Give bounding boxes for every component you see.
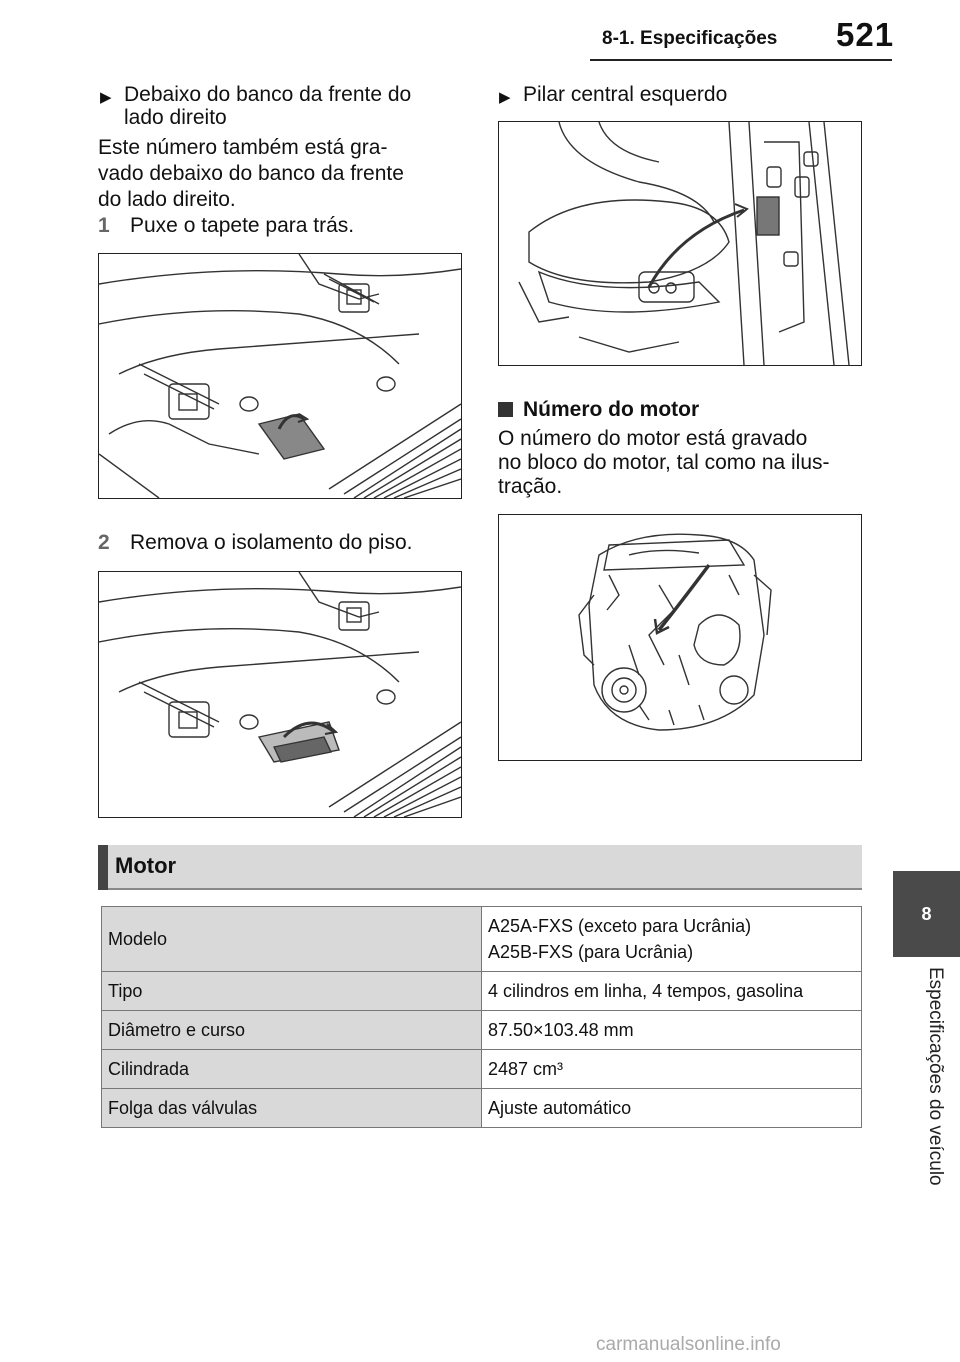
figure-pull-mat	[98, 253, 462, 499]
left-paragraph	[98, 135, 458, 213]
subheading-text: Número do motor	[523, 398, 700, 421]
step-text: Remova o isolamento do piso.	[130, 531, 413, 554]
chapter-label: Especificações do veículo	[925, 967, 946, 1186]
spec-value	[482, 1011, 862, 1050]
arrow-right-icon: ▶	[100, 89, 112, 106]
paragraph-line: do lado direito.	[98, 188, 236, 211]
motor-spec-table	[101, 906, 862, 1128]
spec-key: Folga das válvulas	[102, 1089, 482, 1128]
spec-value-line: 2487 cm³	[488, 1059, 564, 1079]
chapter-number: 8	[921, 903, 932, 924]
figure-remove-insulation	[98, 571, 462, 818]
figure-center-pillar	[498, 121, 862, 366]
spec-value-line: 87.50×103.48 mm	[488, 1020, 634, 1040]
step-text: Puxe o tapete para trás.	[130, 214, 355, 237]
paragraph-line: tração.	[498, 475, 563, 498]
spec-key: Diâmetro e curso	[102, 1011, 482, 1050]
spec-value	[482, 1050, 862, 1089]
engine-number-heading	[498, 398, 699, 422]
spec-value-line: 4 cilindros em linha, 4 tempos, gasolina	[488, 981, 804, 1001]
spec-value-line: Ajuste automático	[488, 1098, 632, 1118]
table-row	[102, 907, 862, 972]
spec-key: Cilindrada	[102, 1050, 482, 1089]
bullet-right-seat	[100, 83, 454, 129]
chapter-tab	[893, 871, 960, 957]
step-1	[98, 214, 460, 238]
header-rule	[590, 59, 892, 61]
spec-value	[482, 1089, 862, 1128]
paragraph-line: Este número também está gra-	[98, 136, 388, 159]
step-number: 2	[98, 531, 110, 554]
section-title: 8-1. Especificações	[602, 28, 778, 49]
spec-value	[482, 972, 862, 1011]
arrow-right-icon: ▶	[499, 89, 511, 106]
spec-value-line: A25B-FXS (para Ucrânia)	[488, 942, 694, 962]
figure-engine	[498, 514, 862, 761]
paragraph-line: no bloco do motor, tal como na ilus-	[498, 451, 830, 474]
square-bullet-icon	[498, 402, 513, 417]
motor-section-header	[98, 845, 862, 890]
table-row	[102, 1050, 862, 1089]
table-row	[102, 1089, 862, 1128]
spec-value-line: A25A-FXS (exceto para Ucrânia)	[488, 916, 752, 936]
table-row	[102, 972, 862, 1011]
step-number: 1	[98, 214, 110, 237]
spec-key: Tipo	[102, 972, 482, 1011]
right-paragraph	[498, 427, 868, 499]
paragraph-line: vado debaixo do banco da frente	[98, 162, 404, 185]
table-row	[102, 1011, 862, 1050]
paragraph-line: O número do motor está gravado	[498, 427, 808, 450]
step-2	[98, 531, 460, 555]
spec-key: Modelo	[102, 907, 482, 972]
spec-value	[482, 907, 862, 972]
bullet-center-pillar	[499, 83, 853, 106]
bullet-text: Pilar central esquerdo	[523, 83, 728, 106]
watermark-text: carmanualsonline.info	[596, 1334, 781, 1355]
page-number: 521	[836, 16, 895, 53]
section-accent	[98, 845, 108, 890]
section-title-motor: Motor	[115, 853, 177, 878]
bullet-text: Debaixo do banco da frente do lado direito	[124, 83, 412, 129]
